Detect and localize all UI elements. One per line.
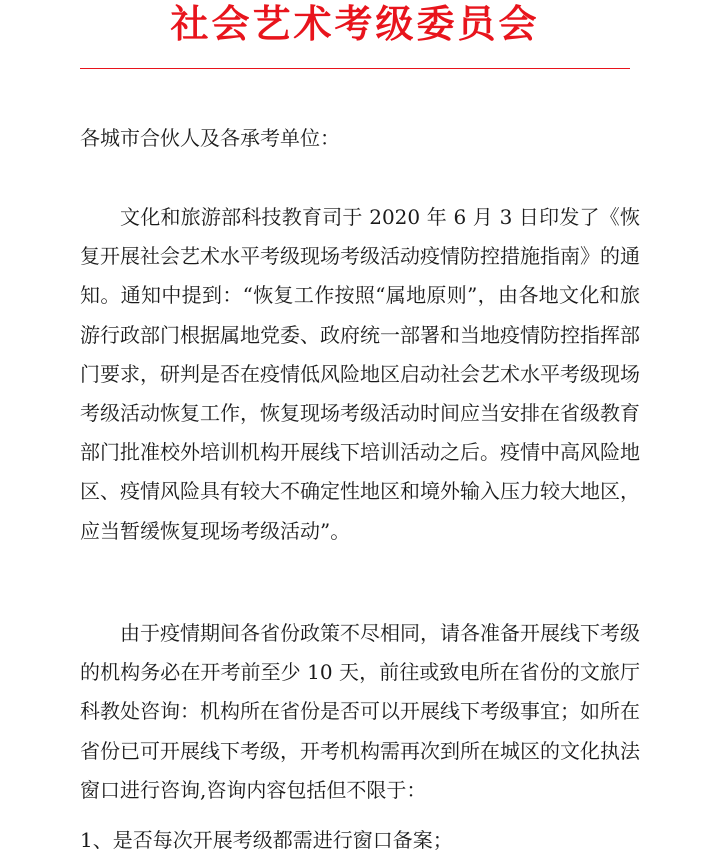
- paragraph-1: [80, 198, 640, 551]
- paragraph-text: 由于疫情期间各省份政策不尽相同，请各准备开展线下考级的机构务必在开考前至少 10 天，前往或致电所在省份的文旅厅科教处咨询：机构所在省份是否可以开展线下考级事宜；如所在省份已可开展线下考级，开考机构需再次到所在城区的文化执法窗口进行咨询,咨询内容包括但不限于：: [80, 621, 640, 802]
- paragraph-2: [80, 614, 640, 810]
- salutation: 各城市合伙人及各承考单位：: [80, 126, 340, 150]
- paragraph-text: 文化和旅游部科技教育司于 2020 年 6 月 3 日印发了《恢复开展社会艺术水平考级现场考级活动疫情防控措施指南》的通知。通知中提到：“恢复工作按照“属地原则”，由各地文化和旅游行政部门根据属地党委、政府统一部署和当地疫情防控指挥部门要求，研判是否在疫情低风险地区启动社会艺术水平考级现场考级活动恢复工作，恢复现场考级活动时间应当安排在省级教育部门批准校外培训机构开展线下培训活动之后。疫情中高风险地区、疫情风险具有较大不确定性地区和境外输入压力较大地区，应当暂缓恢复现场考级活动”。: [80, 205, 640, 543]
- list-item-1: 1、是否每次开展考级都需进行窗口备案；: [80, 828, 453, 852]
- organization-title: 社会艺术考级委员会: [170, 1, 540, 46]
- red-divider-line: [80, 68, 630, 69]
